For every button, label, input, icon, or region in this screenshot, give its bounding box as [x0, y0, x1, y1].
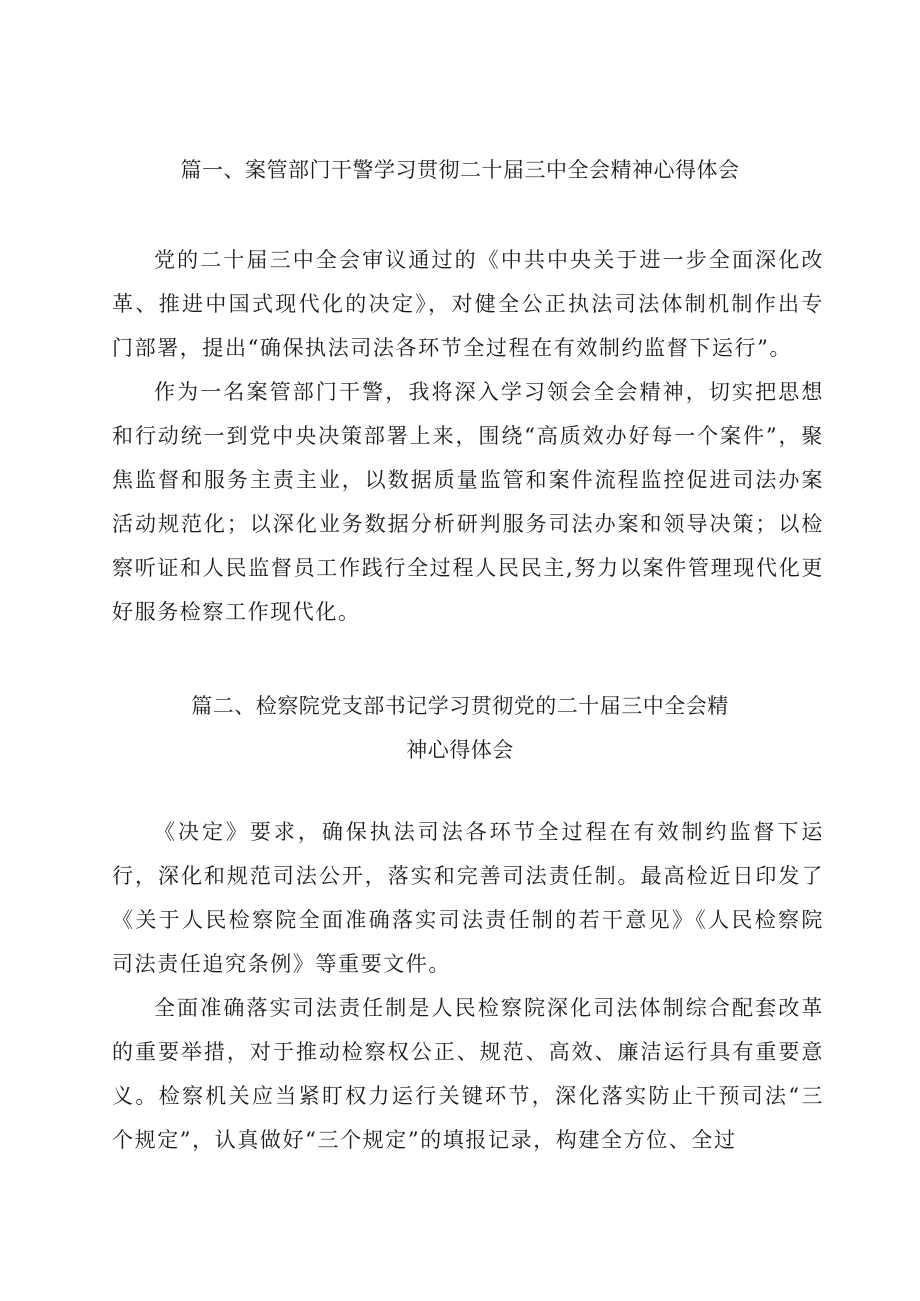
- section-title-line: 篇二、检察院党支部书记学习贯彻党的二十届三中全会精: [191, 694, 729, 718]
- section-title-line: 篇一、案管部门干警学习贯彻二十届三中全会精神心得体会: [180, 158, 740, 182]
- body-paragraph: 作为一名案管部门干警，我将深入学习领会全会精神，切实把思想和行动统一到党中央决策部署上来，围绕“高质效办好每一个案件”，聚焦监督和服务主责主业，以数据质量监管和案件流程监控促进司法办案活动规范化；以深化业务数据分析研判服务司法办案和领导决策；以检察听证和人民监督员工作践行全过程人民民主,努力以案件管理现代化更好服务检察工作现代化。: [112, 380, 824, 624]
- body-paragraph: 《决定》要求，确保执法司法各环节全过程在有效制约监督下运行，深化和规范司法公开，落实和完善司法责任制。最高检近日印发了《关于人民检察院全面准确落实司法责任制的若干意见》《人民检察院司法责任追究条例》等重要文件。: [112, 820, 824, 976]
- body-paragraph: 全面准确落实司法责任制是人民检察院深化司法体制综合配套改革的重要举措，对于推动检察权公正、规范、高效、廉洁运行具有重要意义。检察机关应当紧盯权力运行关键环节，深化落实防止干预司法“三个规定”，认真做好“三个规定”的填报记录，构建全方位、全过: [112, 996, 824, 1152]
- section-title-line: 神心得体会: [406, 738, 514, 762]
- body-paragraph: 党的二十届三中全会审议通过的《中共中央关于进一步全面深化改革、推进中国式现代化的决定》，对健全公正执法司法体制机制作出专门部署，提出“确保执法司法各环节全过程在有效制约监督下运行”。: [112, 248, 824, 360]
- section-title: [0, 684, 920, 772]
- section-title: [0, 148, 920, 192]
